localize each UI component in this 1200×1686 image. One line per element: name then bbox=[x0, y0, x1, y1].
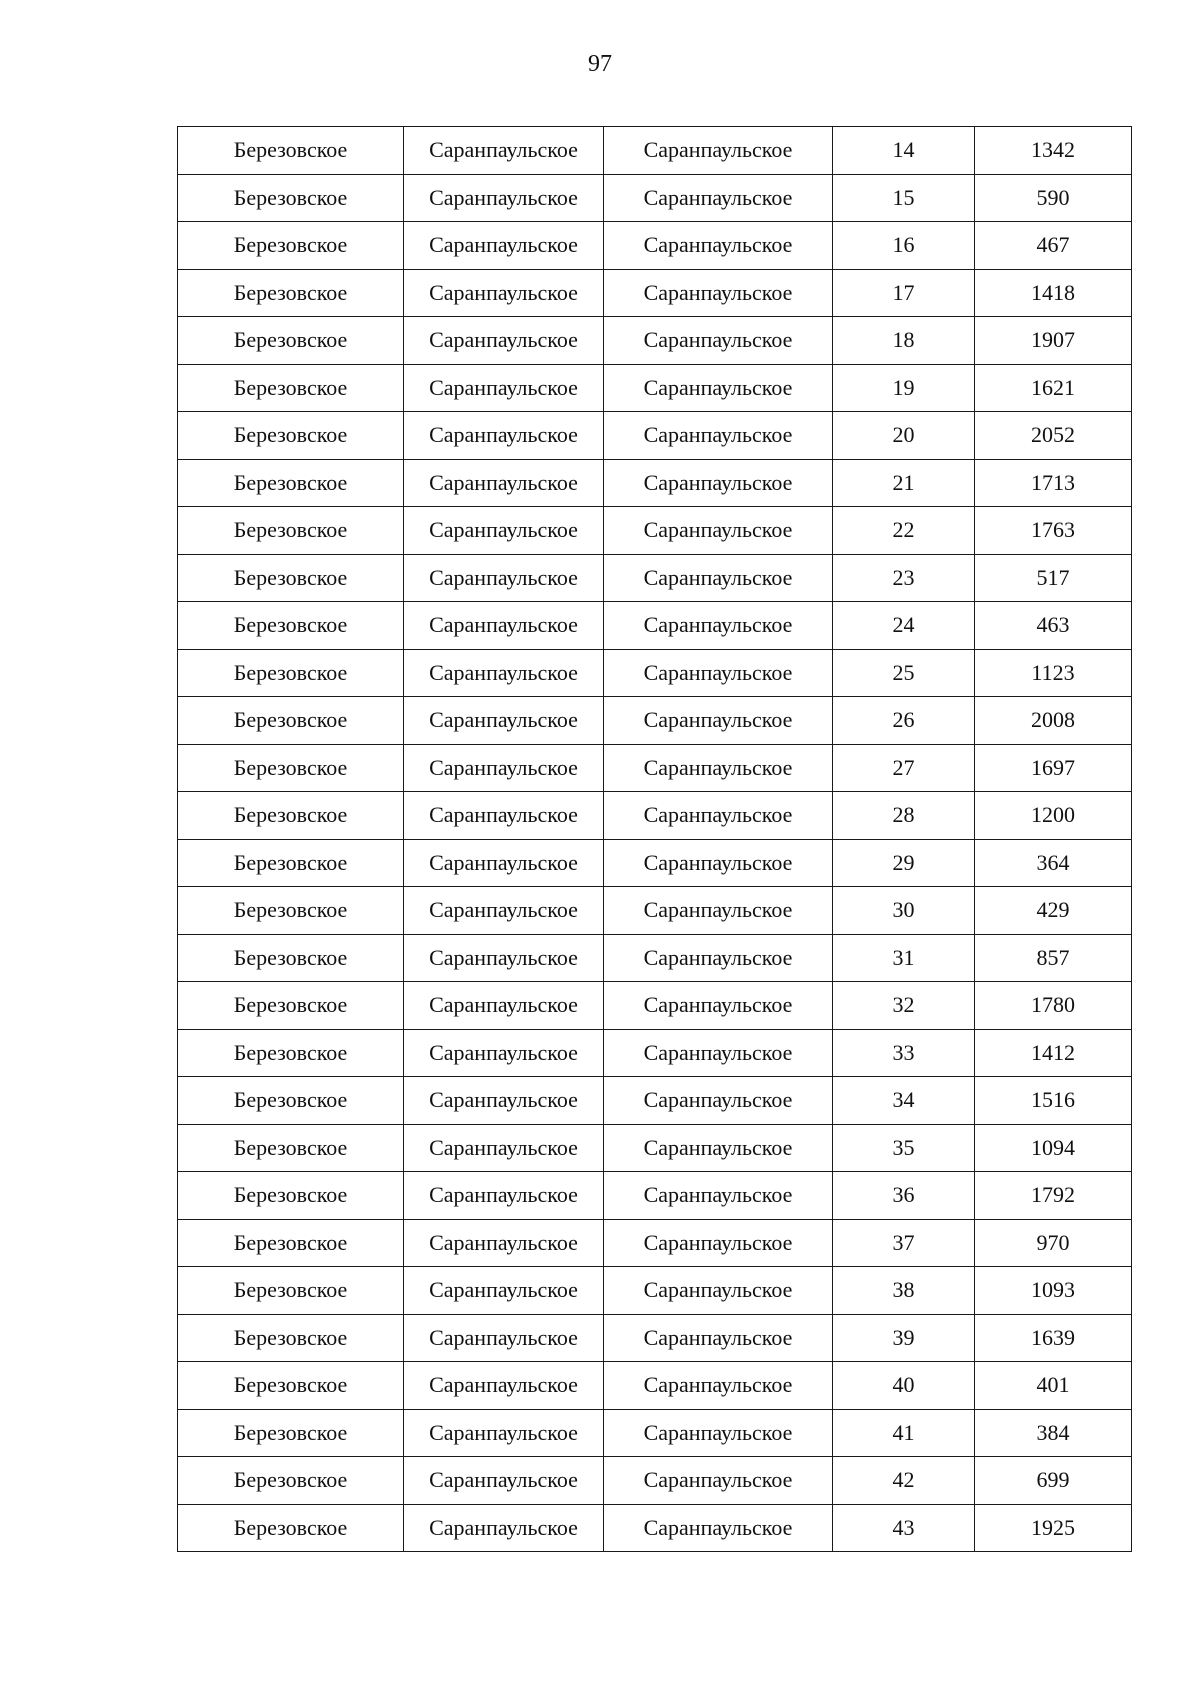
value-cell: 590 bbox=[975, 174, 1132, 222]
value-cell: 1123 bbox=[975, 649, 1132, 697]
municipal-district-cell: Березовское bbox=[178, 1077, 404, 1125]
municipal-district-cell: Березовское bbox=[178, 839, 404, 887]
settlement-cell: Саранпаульское bbox=[404, 127, 604, 175]
number-cell: 18 bbox=[833, 317, 975, 365]
table-row bbox=[178, 1077, 1132, 1125]
settlement-cell: Саранпаульское bbox=[404, 554, 604, 602]
settlement-cell: Саранпаульское bbox=[404, 317, 604, 365]
municipal-district-cell: Березовское bbox=[178, 1457, 404, 1505]
table-row bbox=[178, 1409, 1132, 1457]
settlement-cell: Саранпаульское bbox=[404, 792, 604, 840]
table-row bbox=[178, 269, 1132, 317]
number-cell: 26 bbox=[833, 697, 975, 745]
table-row bbox=[178, 839, 1132, 887]
settlement-cell: Саранпаульское bbox=[404, 222, 604, 270]
table-row bbox=[178, 412, 1132, 460]
number-cell: 37 bbox=[833, 1219, 975, 1267]
value-cell: 1412 bbox=[975, 1029, 1132, 1077]
municipal-district-cell: Березовское bbox=[178, 364, 404, 412]
settlement-cell: Саранпаульское bbox=[404, 1077, 604, 1125]
number-cell: 35 bbox=[833, 1124, 975, 1172]
number-cell: 42 bbox=[833, 1457, 975, 1505]
value-cell: 857 bbox=[975, 934, 1132, 982]
settlement-cell: Саранпаульское bbox=[404, 744, 604, 792]
number-cell: 17 bbox=[833, 269, 975, 317]
table-row bbox=[178, 649, 1132, 697]
number-cell: 34 bbox=[833, 1077, 975, 1125]
settlement-cell: Саранпаульское bbox=[404, 1219, 604, 1267]
table-row bbox=[178, 887, 1132, 935]
number-cell: 31 bbox=[833, 934, 975, 982]
table-row bbox=[178, 317, 1132, 365]
settlement-cell: Саранпаульское bbox=[404, 174, 604, 222]
value-cell: 384 bbox=[975, 1409, 1132, 1457]
value-cell: 463 bbox=[975, 602, 1132, 650]
settlement-cell: Саранпаульское bbox=[404, 1314, 604, 1362]
number-cell: 20 bbox=[833, 412, 975, 460]
municipal-district-cell: Березовское bbox=[178, 1124, 404, 1172]
settlement-cell: Саранпаульское bbox=[404, 649, 604, 697]
value-cell: 1621 bbox=[975, 364, 1132, 412]
settlement-cell: Саранпаульское bbox=[404, 459, 604, 507]
locality-cell: Саранпаульское bbox=[604, 174, 833, 222]
municipal-district-cell: Березовское bbox=[178, 317, 404, 365]
data-table bbox=[177, 126, 1132, 1552]
table-row bbox=[178, 1124, 1132, 1172]
value-cell: 1516 bbox=[975, 1077, 1132, 1125]
locality-cell: Саранпаульское bbox=[604, 317, 833, 365]
locality-cell: Саранпаульское bbox=[604, 222, 833, 270]
table-row bbox=[178, 459, 1132, 507]
table-row bbox=[178, 1267, 1132, 1315]
locality-cell: Саранпаульское bbox=[604, 127, 833, 175]
table-row bbox=[178, 1362, 1132, 1410]
number-cell: 36 bbox=[833, 1172, 975, 1220]
value-cell: 1342 bbox=[975, 127, 1132, 175]
municipal-district-cell: Березовское bbox=[178, 459, 404, 507]
municipal-district-cell: Березовское bbox=[178, 792, 404, 840]
number-cell: 24 bbox=[833, 602, 975, 650]
value-cell: 467 bbox=[975, 222, 1132, 270]
value-cell: 1792 bbox=[975, 1172, 1132, 1220]
value-cell: 1925 bbox=[975, 1504, 1132, 1552]
municipal-district-cell: Березовское bbox=[178, 697, 404, 745]
locality-cell: Саранпаульское bbox=[604, 792, 833, 840]
settlement-cell: Саранпаульское bbox=[404, 269, 604, 317]
table-row bbox=[178, 602, 1132, 650]
table-row bbox=[178, 744, 1132, 792]
number-cell: 23 bbox=[833, 554, 975, 602]
settlement-cell: Саранпаульское bbox=[404, 839, 604, 887]
number-cell: 19 bbox=[833, 364, 975, 412]
value-cell: 1780 bbox=[975, 982, 1132, 1030]
number-cell: 21 bbox=[833, 459, 975, 507]
locality-cell: Саранпаульское bbox=[604, 1314, 833, 1362]
municipal-district-cell: Березовское bbox=[178, 887, 404, 935]
table-row bbox=[178, 1457, 1132, 1505]
table-row bbox=[178, 222, 1132, 270]
locality-cell: Саранпаульское bbox=[604, 1267, 833, 1315]
value-cell: 1907 bbox=[975, 317, 1132, 365]
locality-cell: Саранпаульское bbox=[604, 1029, 833, 1077]
value-cell: 517 bbox=[975, 554, 1132, 602]
municipal-district-cell: Березовское bbox=[178, 1172, 404, 1220]
number-cell: 25 bbox=[833, 649, 975, 697]
municipal-district-cell: Березовское bbox=[178, 412, 404, 460]
settlement-cell: Саранпаульское bbox=[404, 364, 604, 412]
locality-cell: Саранпаульское bbox=[604, 1409, 833, 1457]
number-cell: 16 bbox=[833, 222, 975, 270]
value-cell: 401 bbox=[975, 1362, 1132, 1410]
value-cell: 1093 bbox=[975, 1267, 1132, 1315]
number-cell: 40 bbox=[833, 1362, 975, 1410]
settlement-cell: Саранпаульское bbox=[404, 1124, 604, 1172]
municipal-district-cell: Березовское bbox=[178, 554, 404, 602]
number-cell: 43 bbox=[833, 1504, 975, 1552]
value-cell: 1094 bbox=[975, 1124, 1132, 1172]
locality-cell: Саранпаульское bbox=[604, 649, 833, 697]
number-cell: 30 bbox=[833, 887, 975, 935]
table-body bbox=[178, 127, 1132, 1552]
value-cell: 1200 bbox=[975, 792, 1132, 840]
table-row bbox=[178, 697, 1132, 745]
value-cell: 2052 bbox=[975, 412, 1132, 460]
data-table-container bbox=[177, 126, 1131, 1552]
settlement-cell: Саранпаульское bbox=[404, 934, 604, 982]
value-cell: 1697 bbox=[975, 744, 1132, 792]
table-row bbox=[178, 1219, 1132, 1267]
page-number: 97 bbox=[588, 51, 612, 77]
value-cell: 364 bbox=[975, 839, 1132, 887]
table-row bbox=[178, 934, 1132, 982]
settlement-cell: Саранпаульское bbox=[404, 887, 604, 935]
municipal-district-cell: Березовское bbox=[178, 1314, 404, 1362]
municipal-district-cell: Березовское bbox=[178, 222, 404, 270]
locality-cell: Саранпаульское bbox=[604, 839, 833, 887]
settlement-cell: Саранпаульское bbox=[404, 982, 604, 1030]
locality-cell: Саранпаульское bbox=[604, 697, 833, 745]
settlement-cell: Саранпаульское bbox=[404, 1029, 604, 1077]
number-cell: 32 bbox=[833, 982, 975, 1030]
value-cell: 1418 bbox=[975, 269, 1132, 317]
number-cell: 28 bbox=[833, 792, 975, 840]
municipal-district-cell: Березовское bbox=[178, 1409, 404, 1457]
settlement-cell: Саранпаульское bbox=[404, 1409, 604, 1457]
locality-cell: Саранпаульское bbox=[604, 602, 833, 650]
locality-cell: Саранпаульское bbox=[604, 507, 833, 555]
number-cell: 33 bbox=[833, 1029, 975, 1077]
municipal-district-cell: Березовское bbox=[178, 1504, 404, 1552]
locality-cell: Саранпаульское bbox=[604, 1362, 833, 1410]
locality-cell: Саранпаульское bbox=[604, 887, 833, 935]
number-cell: 39 bbox=[833, 1314, 975, 1362]
municipal-district-cell: Березовское bbox=[178, 127, 404, 175]
settlement-cell: Саранпаульское bbox=[404, 1504, 604, 1552]
municipal-district-cell: Березовское bbox=[178, 1267, 404, 1315]
table-row bbox=[178, 1314, 1132, 1362]
locality-cell: Саранпаульское bbox=[604, 269, 833, 317]
table-row bbox=[178, 554, 1132, 602]
locality-cell: Саранпаульское bbox=[604, 554, 833, 602]
settlement-cell: Саранпаульское bbox=[404, 507, 604, 555]
value-cell: 429 bbox=[975, 887, 1132, 935]
number-cell: 29 bbox=[833, 839, 975, 887]
locality-cell: Саранпаульское bbox=[604, 1172, 833, 1220]
locality-cell: Саранпаульское bbox=[604, 744, 833, 792]
value-cell: 1763 bbox=[975, 507, 1132, 555]
settlement-cell: Саранпаульское bbox=[404, 1457, 604, 1505]
number-cell: 27 bbox=[833, 744, 975, 792]
municipal-district-cell: Березовское bbox=[178, 1362, 404, 1410]
value-cell: 2008 bbox=[975, 697, 1132, 745]
number-cell: 14 bbox=[833, 127, 975, 175]
table-row bbox=[178, 1172, 1132, 1220]
municipal-district-cell: Березовское bbox=[178, 507, 404, 555]
municipal-district-cell: Березовское bbox=[178, 934, 404, 982]
municipal-district-cell: Березовское bbox=[178, 744, 404, 792]
locality-cell: Саранпаульское bbox=[604, 412, 833, 460]
municipal-district-cell: Березовское bbox=[178, 982, 404, 1030]
locality-cell: Саранпаульское bbox=[604, 934, 833, 982]
municipal-district-cell: Березовское bbox=[178, 1029, 404, 1077]
table-row bbox=[178, 1504, 1132, 1552]
value-cell: 1639 bbox=[975, 1314, 1132, 1362]
number-cell: 15 bbox=[833, 174, 975, 222]
table-row bbox=[178, 982, 1132, 1030]
number-cell: 41 bbox=[833, 1409, 975, 1457]
settlement-cell: Саранпаульское bbox=[404, 602, 604, 650]
locality-cell: Саранпаульское bbox=[604, 1077, 833, 1125]
table-row bbox=[178, 792, 1132, 840]
locality-cell: Саранпаульское bbox=[604, 1219, 833, 1267]
table-row bbox=[178, 364, 1132, 412]
table-row bbox=[178, 174, 1132, 222]
municipal-district-cell: Березовское bbox=[178, 649, 404, 697]
locality-cell: Саранпаульское bbox=[604, 1457, 833, 1505]
locality-cell: Саранпаульское bbox=[604, 459, 833, 507]
settlement-cell: Саранпаульское bbox=[404, 697, 604, 745]
locality-cell: Саранпаульское bbox=[604, 1124, 833, 1172]
municipal-district-cell: Березовское bbox=[178, 269, 404, 317]
number-cell: 22 bbox=[833, 507, 975, 555]
locality-cell: Саранпаульское bbox=[604, 364, 833, 412]
municipal-district-cell: Березовское bbox=[178, 602, 404, 650]
settlement-cell: Саранпаульское bbox=[404, 1362, 604, 1410]
table-row bbox=[178, 507, 1132, 555]
settlement-cell: Саранпаульское bbox=[404, 1172, 604, 1220]
value-cell: 699 bbox=[975, 1457, 1132, 1505]
settlement-cell: Саранпаульское bbox=[404, 1267, 604, 1315]
table-row bbox=[178, 1029, 1132, 1077]
value-cell: 1713 bbox=[975, 459, 1132, 507]
municipal-district-cell: Березовское bbox=[178, 174, 404, 222]
settlement-cell: Саранпаульское bbox=[404, 412, 604, 460]
value-cell: 970 bbox=[975, 1219, 1132, 1267]
locality-cell: Саранпаульское bbox=[604, 1504, 833, 1552]
table-row bbox=[178, 127, 1132, 175]
municipal-district-cell: Березовское bbox=[178, 1219, 404, 1267]
locality-cell: Саранпаульское bbox=[604, 982, 833, 1030]
number-cell: 38 bbox=[833, 1267, 975, 1315]
